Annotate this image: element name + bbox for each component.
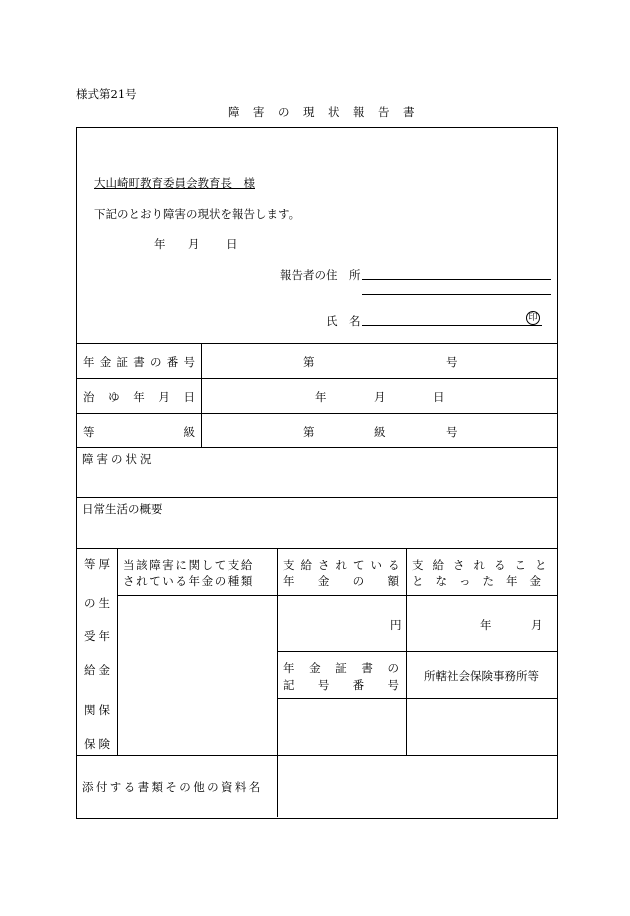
divider (76, 755, 557, 756)
addressee: 大山崎町教育委員会教育長 様 (94, 176, 255, 190)
grade-kyu: 級 (374, 425, 386, 439)
cure-day: 日 (433, 390, 445, 404)
divider (117, 595, 557, 596)
form-frame (76, 127, 558, 819)
divider (277, 548, 278, 817)
divider (76, 378, 557, 379)
office-label: 所轄社会保険事務所等 (424, 669, 539, 683)
cure-year: 年 (315, 390, 327, 404)
side-label-4: 給金 (84, 663, 113, 677)
cure-date-label: 治 ゆ 年 月 日 (83, 390, 195, 404)
divider (76, 343, 557, 344)
divider (277, 651, 557, 652)
side-label-2: の生 (84, 596, 113, 610)
col2-header-line1: 支給されている (283, 558, 406, 572)
side-label-3: 受年 (84, 629, 113, 643)
reporter-name-label: 氏 名 (326, 314, 361, 328)
form-number: 様式第21号 (76, 87, 137, 101)
attachments-label: 添付する書類その他の資料名 (82, 780, 263, 794)
pension-cert-dai: 第 (303, 355, 315, 369)
page-title: 障 害 の 現 状 報 告 書 (228, 105, 416, 119)
intro-text: 下記のとおり障害の現状を報告します。 (94, 207, 301, 221)
date-year: 年 (154, 237, 166, 251)
cure-month: 月 (374, 390, 386, 404)
grade-dai: 第 (303, 425, 315, 439)
disability-status-label: 障害の状況 (82, 452, 155, 466)
grade-go: 号 (446, 425, 458, 439)
pension-cert-label: 年 金 証 書 の 番 号 (83, 355, 195, 369)
divider (117, 548, 118, 755)
divider (76, 447, 557, 448)
date-day: 日 (226, 237, 238, 251)
reporter-address-label: 報告者の住 所 (280, 268, 361, 282)
name-line[interactable] (362, 325, 542, 326)
cert-no-line1: 年 金 証 書 の (283, 661, 399, 675)
col2-header-line2: 年 金 の 額 (283, 574, 399, 588)
col3-header-line1: 支給されること (412, 558, 556, 572)
side-label-5: 関保 (84, 703, 113, 717)
divider (76, 497, 557, 498)
seal-icon: 印 (526, 311, 540, 325)
col1-header-line1: 当該障害に関して支給 (123, 558, 254, 572)
start-month: 月 (531, 618, 543, 632)
amount-unit: 円 (390, 618, 402, 632)
address-line-2[interactable] (362, 294, 551, 295)
divider (76, 413, 557, 414)
pension-cert-go: 号 (446, 355, 458, 369)
divider (201, 343, 202, 447)
address-line-1[interactable] (362, 279, 551, 280)
divider (76, 548, 557, 549)
side-label-6: 保険 (84, 737, 113, 751)
col3-header-line2: となった年金 (412, 574, 553, 588)
start-year: 年 (480, 618, 492, 632)
side-label-1: 等厚 (84, 557, 113, 571)
cert-no-line2: 記 号 番 号 (283, 678, 399, 692)
date-month: 月 (188, 237, 200, 251)
grade-label: 等 級 (83, 425, 195, 439)
divider (277, 698, 557, 699)
col1-header-line2: されている年金の種類 (123, 574, 254, 588)
daily-life-label: 日常生活の概要 (82, 502, 163, 516)
